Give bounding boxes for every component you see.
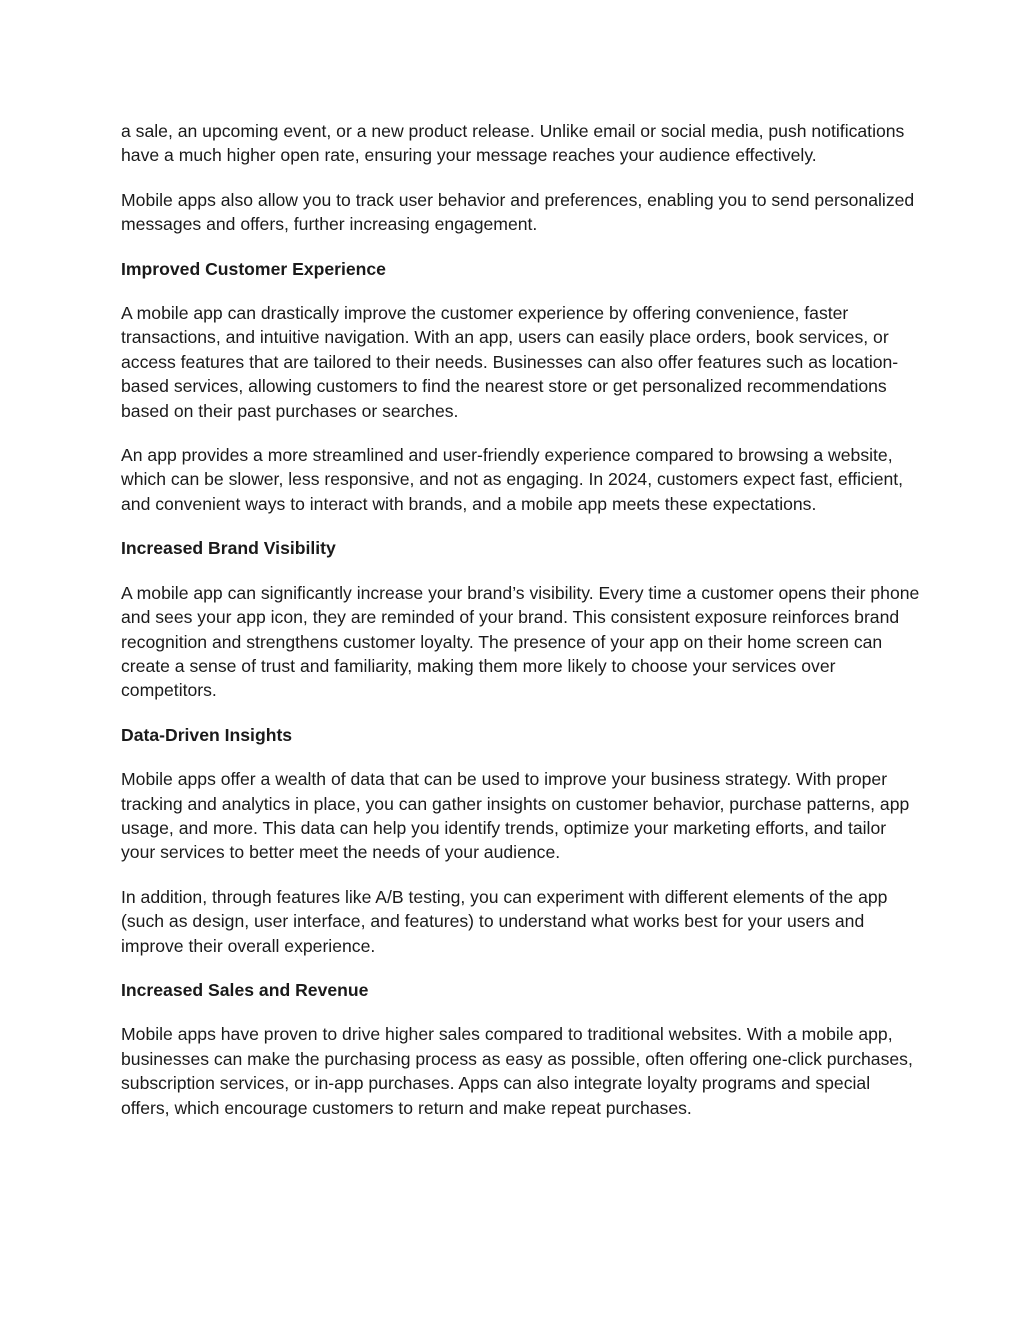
heading-data-driven-insights: Data-Driven Insights (121, 724, 293, 745)
paragraph-sales-revenue: Mobile apps have proven to drive higher sales compared to traditional websites. With a mobile app, businesses can make the purchasing process as easy as possible, often offering one-click purchases, subscription services, or in-app purchases. Apps can also integrate loyalty programs and special offers, which encourage customers to return and make repeat purchases. (121, 1024, 913, 1118)
paragraph-ab-testing: In addition, through features like A/B testing, you can experiment with different elements of the app (such as design, user interface, and features) to understand what works best for your users and improve their overall experience. (121, 886, 888, 956)
document-page (121, 119, 921, 1140)
paragraph-track-user-behavior: Mobile apps also allow you to track user behavior and preferences, enabling you to send personalized messages and offers, further increasing engagement. (121, 189, 915, 235)
paragraph-streamlined-experience: An app provides a more streamlined and user-friendly experience compared to browsing a website, which can be slower, less responsive, and not as engaging. In 2024, customers expect fast, efficient, and convenient ways to interact with brands, and a mobile app meets these expectations. (121, 445, 904, 514)
heading-improved-customer-experience: Improved Customer Experience (121, 258, 386, 279)
heading-increased-brand-visibility: Increased Brand Visibility (121, 538, 336, 559)
paragraph-customer-experience: A mobile app can drastically improve the customer experience by offering convenience, faster transactions, and intuitive navigation. With an app, users can easily place orders, book services, or access features that are tailored to their needs. Businesses can also offer features such as location-based services, allowing customers to find the nearest store or get personalized recommendations based on their past purchases or searches. (121, 303, 899, 421)
paragraph-push-notifications: a sale, an upcoming event, or a new product release. Unlike email or social media, push notifications have a much higher open rate, ensuring your message reaches your audience effectively. (121, 121, 905, 166)
paragraph-brand-visibility: A mobile app can significantly increase your brand’s visibility. Every time a customer opens their phone and sees your app icon, they are reminded of your brand. This consistent exposure reinforces brand recognition and strengthens customer loyalty. The presence of your app on their home screen can create a sense of trust and familiarity, making them more likely to choose your services over competitors. (121, 582, 920, 701)
paragraph-data-insights: Mobile apps offer a wealth of data that can be used to improve your business strategy. With proper tracking and analytics in place, you can gather insights on customer behavior, purchase patterns, app usage, and more. This data can help you identify trends, optimize your marketing efforts, and tailor your services to better meet the needs of your audience. (121, 769, 910, 863)
heading-increased-sales-and-revenue: Increased Sales and Revenue (121, 979, 369, 1000)
